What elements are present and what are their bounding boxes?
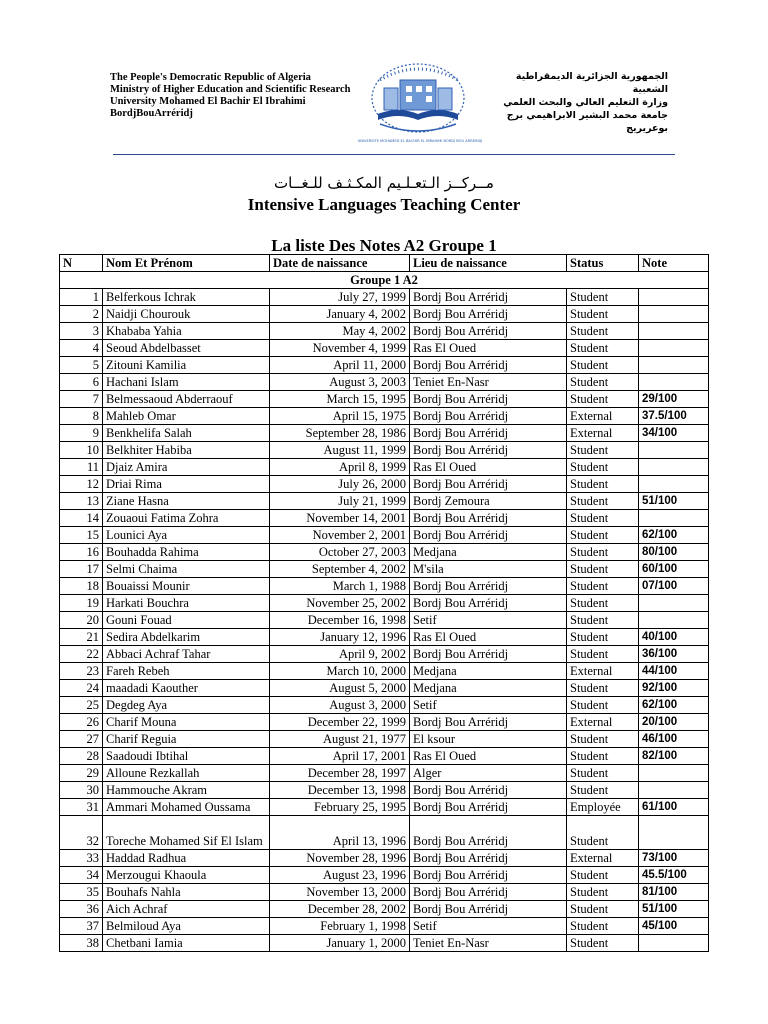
birth-date: April 15, 1975	[270, 408, 410, 425]
birth-date: April 17, 2001	[270, 748, 410, 765]
birth-date: November 13, 2000	[270, 884, 410, 901]
birth-place: Bordj Bou Arréridj	[410, 578, 567, 595]
birth-date: December 22, 1999	[270, 714, 410, 731]
birth-date: December 13, 1998	[270, 782, 410, 799]
birth-date: March 10, 2000	[270, 663, 410, 680]
header-status: Status	[567, 255, 639, 272]
birth-date: March 15, 1995	[270, 391, 410, 408]
student-status: External	[567, 663, 639, 680]
birth-date: March 1, 1988	[270, 578, 410, 595]
grade-note	[639, 510, 709, 527]
student-status: Student	[567, 289, 639, 306]
row-number: 30	[60, 782, 103, 799]
birth-place: Medjana	[410, 663, 567, 680]
student-status: Student	[567, 765, 639, 782]
student-name: Mahleb Omar	[103, 408, 270, 425]
table-row	[60, 850, 709, 867]
table-row	[60, 935, 709, 952]
student-name: Belkhiter Habiba	[103, 442, 270, 459]
student-name: Ammari Mohamed Oussama	[103, 799, 270, 816]
grade-note: 44/100	[639, 663, 709, 680]
grade-note: 62/100	[639, 697, 709, 714]
birth-place: Setif	[410, 697, 567, 714]
row-number: 3	[60, 323, 103, 340]
student-name: Merzougui Khaoula	[103, 867, 270, 884]
header-left-line: Ministry of Higher Education and Scientific Research	[110, 84, 351, 95]
row-number: 34	[60, 867, 103, 884]
list-title: La liste Des Notes A2 Groupe 1	[271, 236, 497, 255]
student-name: Belmiloud Aya	[103, 918, 270, 935]
row-number: 1	[60, 289, 103, 306]
row-number: 38	[60, 935, 103, 952]
table-row	[60, 765, 709, 782]
birth-place: Bordj Zemoura	[410, 493, 567, 510]
student-status: Employée	[567, 799, 639, 816]
birth-place: Bordj Bou Arréridj	[410, 816, 567, 850]
grade-note	[639, 816, 709, 850]
row-number: 28	[60, 748, 103, 765]
birth-date: August 21, 1977	[270, 731, 410, 748]
student-name: Seoud Abdelbasset	[103, 340, 270, 357]
table-row	[60, 782, 709, 799]
table-row	[60, 391, 709, 408]
birth-date: December 28, 1997	[270, 765, 410, 782]
student-name: Degdeg Aya	[103, 697, 270, 714]
center-title-arabic: مــركــز الـتعـلـيم المكـثـف للـغــات	[274, 174, 494, 192]
header-n: N	[60, 255, 103, 272]
row-number: 16	[60, 544, 103, 561]
birth-date: September 4, 2002	[270, 561, 410, 578]
birth-place: Alger	[410, 765, 567, 782]
student-status: Student	[567, 459, 639, 476]
grade-note: 36/100	[639, 646, 709, 663]
birth-place: Bordj Bou Arréridj	[410, 901, 567, 918]
row-number: 37	[60, 918, 103, 935]
table-row	[60, 867, 709, 884]
table-row	[60, 646, 709, 663]
grade-note: 45/100	[639, 918, 709, 935]
grade-note: 81/100	[639, 884, 709, 901]
student-status: Student	[567, 357, 639, 374]
birth-place: Ras El Oued	[410, 629, 567, 646]
birth-place: Bordj Bou Arréridj	[410, 646, 567, 663]
birth-place: Ras El Oued	[410, 748, 567, 765]
row-number: 29	[60, 765, 103, 782]
birth-place: Medjana	[410, 544, 567, 561]
header-date: Date de naissance	[270, 255, 410, 272]
student-status: Student	[567, 544, 639, 561]
student-name: Ziane Hasna	[103, 493, 270, 510]
student-status: Student	[567, 867, 639, 884]
student-name: Zitouni Kamilia	[103, 357, 270, 374]
header-divider	[113, 154, 675, 155]
student-name: Bouaissi Mounir	[103, 578, 270, 595]
row-number: 6	[60, 374, 103, 391]
birth-date: January 4, 2002	[270, 306, 410, 323]
student-status: Student	[567, 476, 639, 493]
birth-date: August 5, 2000	[270, 680, 410, 697]
table-row	[60, 816, 709, 850]
birth-place: Bordj Bou Arréridj	[410, 867, 567, 884]
grade-note	[639, 357, 709, 374]
birth-place: Bordj Bou Arréridj	[410, 391, 567, 408]
birth-date: July 27, 1999	[270, 289, 410, 306]
grade-note	[639, 323, 709, 340]
student-status: Student	[567, 680, 639, 697]
birth-date: November 2, 2001	[270, 527, 410, 544]
student-status: Student	[567, 340, 639, 357]
student-name: Belmessaoud Abderraouf	[103, 391, 270, 408]
header-name: Nom Et Prénom	[103, 255, 270, 272]
row-number: 25	[60, 697, 103, 714]
student-name: Djaiz Amira	[103, 459, 270, 476]
student-name: Toreche Mohamed Sif El Islam	[103, 816, 270, 850]
student-status: Student	[567, 595, 639, 612]
grade-note	[639, 612, 709, 629]
row-number: 21	[60, 629, 103, 646]
student-name: Benkhelifa Salah	[103, 425, 270, 442]
student-name: Khababa Yahia	[103, 323, 270, 340]
table-row	[60, 340, 709, 357]
row-number: 23	[60, 663, 103, 680]
student-status: Student	[567, 918, 639, 935]
grade-note: 20/100	[639, 714, 709, 731]
logo-caption: UNIVERSITE MOHAMED EL BACHIR EL IBRAHIMI BORDJ BOU ARRERIDJ	[357, 139, 483, 143]
grade-note: 61/100	[639, 799, 709, 816]
table-row	[60, 714, 709, 731]
table-row	[60, 578, 709, 595]
birth-date: November 14, 2001	[270, 510, 410, 527]
grade-note	[639, 340, 709, 357]
header-left-line: The People's Democratic Republic of Algeria	[110, 72, 311, 83]
row-number: 22	[60, 646, 103, 663]
grade-note: 92/100	[639, 680, 709, 697]
birth-place: Bordj Bou Arréridj	[410, 323, 567, 340]
birth-place: Ras El Oued	[410, 459, 567, 476]
birth-date: December 28, 2002	[270, 901, 410, 918]
row-number: 14	[60, 510, 103, 527]
birth-date: July 21, 1999	[270, 493, 410, 510]
birth-date: November 4, 1999	[270, 340, 410, 357]
birth-date: August 11, 1999	[270, 442, 410, 459]
table-row	[60, 544, 709, 561]
student-status: Student	[567, 510, 639, 527]
student-name: Aich Achraf	[103, 901, 270, 918]
student-name: Abbaci Achraf Tahar	[103, 646, 270, 663]
row-number: 24	[60, 680, 103, 697]
row-number: 33	[60, 850, 103, 867]
group-row	[60, 272, 709, 289]
grade-note	[639, 476, 709, 493]
birth-place: Bordj Bou Arréridj	[410, 799, 567, 816]
birth-place: M'sila	[410, 561, 567, 578]
header-left-line: BordjBouArréridj	[110, 108, 193, 119]
birth-date: August 23, 1996	[270, 867, 410, 884]
birth-place: Bordj Bou Arréridj	[410, 595, 567, 612]
row-number: 15	[60, 527, 103, 544]
student-name: Haddad Radhua	[103, 850, 270, 867]
student-name: Harkati Bouchra	[103, 595, 270, 612]
student-status: Student	[567, 697, 639, 714]
birth-place: Bordj Bou Arréridj	[410, 476, 567, 493]
table-row	[60, 884, 709, 901]
table-row	[60, 731, 709, 748]
birth-place: Setif	[410, 612, 567, 629]
table-row	[60, 323, 709, 340]
birth-date: February 1, 1998	[270, 918, 410, 935]
student-status: External	[567, 850, 639, 867]
header-left-line: University Mohamed El Bachir El Ibrahimi	[110, 96, 306, 107]
student-status: External	[567, 714, 639, 731]
row-number: 8	[60, 408, 103, 425]
birth-place: Medjana	[410, 680, 567, 697]
table-row	[60, 408, 709, 425]
grade-note: 37.5/100	[639, 408, 709, 425]
grade-note	[639, 306, 709, 323]
table-row	[60, 595, 709, 612]
row-number: 18	[60, 578, 103, 595]
document-header	[0, 0, 768, 200]
header-right-line: وزارة التعليم العالي والبحث العلمي	[503, 97, 668, 108]
table-row	[60, 748, 709, 765]
student-status: Student	[567, 782, 639, 799]
student-status: Student	[567, 561, 639, 578]
birth-place: Bordj Bou Arréridj	[410, 306, 567, 323]
row-number: 5	[60, 357, 103, 374]
header-left-institution	[110, 72, 351, 120]
student-status: Student	[567, 748, 639, 765]
birth-date: February 25, 1995	[270, 799, 410, 816]
table-row	[60, 510, 709, 527]
row-number: 2	[60, 306, 103, 323]
grade-note: 82/100	[639, 748, 709, 765]
table-row	[60, 289, 709, 306]
birth-place: Bordj Bou Arréridj	[410, 510, 567, 527]
student-status: Student	[567, 884, 639, 901]
table-row	[60, 629, 709, 646]
grade-note	[639, 289, 709, 306]
birth-date: August 3, 2000	[270, 697, 410, 714]
table-header-row	[60, 255, 709, 272]
grade-note	[639, 442, 709, 459]
row-number: 31	[60, 799, 103, 816]
table-row	[60, 476, 709, 493]
birth-date: December 16, 1998	[270, 612, 410, 629]
student-status: Student	[567, 629, 639, 646]
birth-place: El ksour	[410, 731, 567, 748]
grade-note: 51/100	[639, 493, 709, 510]
birth-place: Bordj Bou Arréridj	[410, 527, 567, 544]
student-name: Saadoudi Ibtihal	[103, 748, 270, 765]
student-name: Charif Reguia	[103, 731, 270, 748]
table-row	[60, 663, 709, 680]
table-row	[60, 527, 709, 544]
grade-note: 62/100	[639, 527, 709, 544]
table-row	[60, 918, 709, 935]
table-row	[60, 357, 709, 374]
birth-date: April 11, 2000	[270, 357, 410, 374]
grade-note: 40/100	[639, 629, 709, 646]
birth-date: April 8, 1999	[270, 459, 410, 476]
row-number: 11	[60, 459, 103, 476]
grade-note: 80/100	[639, 544, 709, 561]
student-name: Chetbani Iamia	[103, 935, 270, 952]
center-title-english: Intensive Languages Teaching Center	[247, 195, 521, 214]
birth-place: Bordj Bou Arréridj	[410, 850, 567, 867]
row-number: 26	[60, 714, 103, 731]
birth-date: April 13, 1996	[270, 816, 410, 850]
birth-date: November 25, 2002	[270, 595, 410, 612]
student-name: Fareh Rebeh	[103, 663, 270, 680]
student-name: Selmi Chaima	[103, 561, 270, 578]
birth-place: Bordj Bou Arréridj	[410, 714, 567, 731]
row-number: 13	[60, 493, 103, 510]
row-number: 12	[60, 476, 103, 493]
row-number: 36	[60, 901, 103, 918]
birth-place: Ras El Oued	[410, 340, 567, 357]
row-number: 4	[60, 340, 103, 357]
grade-note: 45.5/100	[639, 867, 709, 884]
student-status: Student	[567, 527, 639, 544]
birth-date: November 28, 1996	[270, 850, 410, 867]
student-status: Student	[567, 374, 639, 391]
row-number: 10	[60, 442, 103, 459]
birth-place: Bordj Bou Arréridj	[410, 782, 567, 799]
student-name: Hachani Islam	[103, 374, 270, 391]
birth-place: Bordj Bou Arréridj	[410, 884, 567, 901]
birth-place: Bordj Bou Arréridj	[410, 408, 567, 425]
student-status: Student	[567, 578, 639, 595]
birth-date: August 3, 2003	[270, 374, 410, 391]
grades-table	[59, 254, 709, 952]
row-number: 9	[60, 425, 103, 442]
birth-date: April 9, 2002	[270, 646, 410, 663]
birth-place: Bordj Bou Arréridj	[410, 442, 567, 459]
grade-note	[639, 595, 709, 612]
student-status: External	[567, 408, 639, 425]
table-row	[60, 697, 709, 714]
student-status: External	[567, 425, 639, 442]
student-name: Naidji Chourouk	[103, 306, 270, 323]
student-status: Student	[567, 306, 639, 323]
student-name: Belferkous Ichrak	[103, 289, 270, 306]
student-status: Student	[567, 646, 639, 663]
student-name: Gouni Fouad	[103, 612, 270, 629]
table-row	[60, 561, 709, 578]
student-status: Student	[567, 731, 639, 748]
birth-date: January 12, 1996	[270, 629, 410, 646]
student-name: Hammouche Akram	[103, 782, 270, 799]
birth-place: Setif	[410, 918, 567, 935]
table-row	[60, 901, 709, 918]
header-right-institution	[478, 70, 668, 135]
header-right-line: جامعة محمد البشير الابراهيمي برج بوعريريج	[506, 110, 668, 134]
grade-note	[639, 459, 709, 476]
grade-note: 60/100	[639, 561, 709, 578]
birth-place: Bordj Bou Arréridj	[410, 289, 567, 306]
student-status: Student	[567, 391, 639, 408]
student-status: Student	[567, 901, 639, 918]
header-note: Note	[639, 255, 709, 272]
student-status: Student	[567, 816, 639, 850]
grade-note: 34/100	[639, 425, 709, 442]
grade-note: 46/100	[639, 731, 709, 748]
student-name: maadadi Kaouther	[103, 680, 270, 697]
grade-note: 29/100	[639, 391, 709, 408]
table-row	[60, 306, 709, 323]
table-row	[60, 799, 709, 816]
table-row	[60, 493, 709, 510]
student-name: Bouhadda Rahima	[103, 544, 270, 561]
student-name: Alloune Rezkallah	[103, 765, 270, 782]
table-row	[60, 612, 709, 629]
grade-note	[639, 782, 709, 799]
student-status: Student	[567, 493, 639, 510]
birth-place: Teniet En-Nasr	[410, 935, 567, 952]
birth-date: September 28, 1986	[270, 425, 410, 442]
birth-date: May 4, 2002	[270, 323, 410, 340]
header-place: Lieu de naissance	[410, 255, 567, 272]
table-row	[60, 680, 709, 697]
birth-date: October 27, 2003	[270, 544, 410, 561]
university-logo	[340, 58, 500, 158]
student-name: Driai Rima	[103, 476, 270, 493]
student-status: Student	[567, 323, 639, 340]
row-number: 19	[60, 595, 103, 612]
row-number: 7	[60, 391, 103, 408]
grade-note	[639, 765, 709, 782]
table-row	[60, 459, 709, 476]
grade-note	[639, 374, 709, 391]
row-number: 17	[60, 561, 103, 578]
student-name: Lounici Aya	[103, 527, 270, 544]
student-status: Student	[567, 442, 639, 459]
birth-place: Teniet En-Nasr	[410, 374, 567, 391]
grade-note: 07/100	[639, 578, 709, 595]
header-right-line: الجمهورية الجزائرية الديمقراطية الشعبية	[515, 71, 668, 95]
grade-note: 51/100	[639, 901, 709, 918]
student-name: Zouaoui Fatima Zohra	[103, 510, 270, 527]
student-name: Sedira Abdelkarim	[103, 629, 270, 646]
student-name: Charif Mouna	[103, 714, 270, 731]
grade-note: 73/100	[639, 850, 709, 867]
grade-note	[639, 935, 709, 952]
row-number: 32	[60, 816, 103, 850]
row-number: 20	[60, 612, 103, 629]
student-status: Student	[567, 935, 639, 952]
table-row	[60, 442, 709, 459]
birth-place: Bordj Bou Arréridj	[410, 425, 567, 442]
table-row	[60, 425, 709, 442]
group-label: Groupe 1 A2	[60, 272, 709, 289]
student-name: Bouhafs Nahla	[103, 884, 270, 901]
student-status: Student	[567, 612, 639, 629]
birth-date: January 1, 2000	[270, 935, 410, 952]
row-number: 35	[60, 884, 103, 901]
birth-date: July 26, 2000	[270, 476, 410, 493]
row-number: 27	[60, 731, 103, 748]
birth-place: Bordj Bou Arréridj	[410, 357, 567, 374]
table-row	[60, 374, 709, 391]
